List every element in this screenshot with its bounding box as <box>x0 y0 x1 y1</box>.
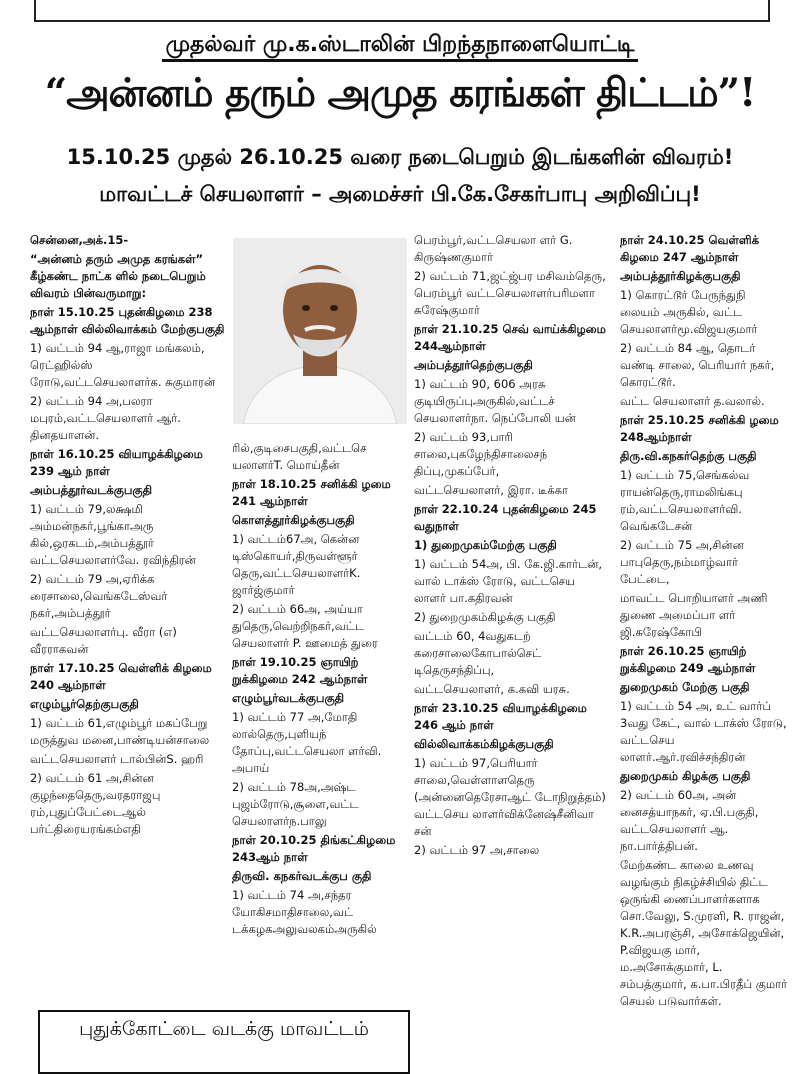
paragraph: 2) துறைமுகம்கிழக்கு பகுதி <box>414 610 556 624</box>
paragraph: அம்பத்தூர்கிழக்குபகுதி <box>620 269 741 283</box>
paragraph: நாள் 21.10.25 செவ் வாய்க்கிழமை 244ஆம்நாள் <box>414 322 606 353</box>
paragraph: “அன்னம் தரும் அமுத கரங்கள்” கீழ்கண்ட நாட்க ளில் நடைபெறும் விவரம் பின்வருமாறு: <box>30 252 206 300</box>
subheadline-announcement: மாவட்டச் செயலாளர் – அமைச்சர் பி.கே.சேகர்பாபு அறிவிப்பு! <box>99 182 701 206</box>
paragraph: மேற்கண்ட காலை உணவு வழங்கும் நிகழ்ச்சியில் திட்ட ஒருங்கி ணைப்பாளர்களாக சொ.வேலு, S.முரளி, R. ராஜன், K.R.அபரஞ்சி, அசோக்ஜெயின், P.விஜயகு மார், ம.அசோக்குமார், L. சம்பத்குமார், க.பா.பிரதீப் குமார் செயல் படுவார்கள். <box>620 858 788 1008</box>
paragraph: நாள் 15.10.25 புதன்கிழமை 238 ஆம்நாள் வில்லிவாக்கம் மேற்குபகுதி <box>30 305 225 336</box>
paragraph: 2) வட்டம் 97 அ,சாலை <box>414 843 540 857</box>
paragraph: அம்பத்தூர்வடக்குபகுதி <box>30 483 153 497</box>
paragraph: பெரம்பூர்,வட்டசெயலா ளர் G. கிருஷ்ணகுமார் <box>414 233 573 264</box>
next-article-title: புதுக்கோட்டை வடக்கு மாவட்டம் <box>79 1018 369 1040</box>
paragraph: 2) வட்டம் 84 ஆ, தொடர் வண்டி சாலை, பெரியார் நகர், கொரட்டூர். <box>620 341 775 389</box>
paragraph: துறைமுகம் மேற்கு பகுதி <box>620 680 750 694</box>
paragraph: நாள் 19.10.25 ஞாயிற் றுக்கிழமை 242 ஆம்நாள் <box>232 655 368 686</box>
paragraph: வில்லிவாக்கம்கிழக்குபகுதி <box>414 737 554 751</box>
minister-photo <box>233 238 407 424</box>
paragraph: 1) வட்டம் 54 அ, உட் வார்ப் 3வது கேட், வால் டாக்ஸ் ரோடு, வட்டசெய லாளர்.ஆர்.ரவிச்சந்திரன் <box>620 699 787 764</box>
paragraph: 1) வட்டம் 74 அ,சந்தர யோகிசமாதிசாலை,வட் டக்கழகஅலுவலகம்அருகில் <box>232 888 377 936</box>
paragraph: 1) வட்டம் 61,எழும்பூர் மகப்பேறு மருத்துவ மனை,பாண்டியன்சாலை <box>30 716 210 747</box>
paragraph: 2) வட்டம் 93,பாரி சாலை,புகழேந்திசாலைசந் திப்பு,முகப்பேர், <box>414 430 548 478</box>
paragraph: நாள் 25.10.25 சனிக்கி ழமை 248ஆம்நாள் <box>620 413 779 444</box>
next-article-box <box>38 1010 410 1074</box>
paragraph: வட்டசெயலாளர், க.கவி யரசு. <box>414 682 570 696</box>
paragraph: நாள் 16.10.25 வியாழக்கிழமை 239 ஆம் நாள் <box>30 447 203 478</box>
paragraph: சென்னை,அக்.15- <box>30 233 129 247</box>
portrait-illustration <box>233 238 407 424</box>
paragraph: 2) வட்டம் 61 அ,சின்ன குழந்தைதெரு,வரதராஜபு ரம்,புதுப்பேட்டைஆல் பர்ட்திரையரங்கம்எதி <box>30 771 161 836</box>
paragraph: ரில்,குடிசைபகுதி,வட்டசெ யலாளர்T. மொய்தீன் <box>232 441 367 472</box>
kicker-heading: முதல்வர் மு.க.ஸ்டாலின் பிறந்தநாளையொட்டி <box>0 32 800 60</box>
paragraph: 1) வட்டம் 97,பெரியார் சாலை,வெள்ளாளதெரு (அன்னைதெரேசாஆட் டோநிறுத்தம்) வட்டசெய லாளர்விக்னேஷ்சீனிவா சன் <box>414 756 606 838</box>
paragraph: வட்டசெயலாளர், இரா. டீக்கா <box>414 483 569 497</box>
paragraph: 1) வட்டம் 54அ, பி. கே.ஜி.கார்டன், வால் டாக்ஸ் ரோடு, வட்டசெய லாளர் பா.கதிரவன் <box>414 557 603 605</box>
paragraph: நாள் 26.10.25 ஞாயிற் றுக்கிழமை 249 ஆம்நாள் <box>620 644 756 675</box>
paragraph: வட்ட செயலாளர் த.வலால். <box>620 394 765 408</box>
main-headline: “அன்னம் தரும் அமுத கரங்கள் திட்டம்”! <box>44 70 756 116</box>
paragraph: 1) கொரட்டூர் பேருந்துநி லையம் அருகில், வட்ட செயலாளர்மூ.விஜயகுமார் <box>620 288 758 336</box>
paragraph: 2) வட்டம் 78அ,அஷ்ட புஜம்ரோடு,சூளை,வட்ட செயலாளர்ந.பாலு <box>232 780 359 828</box>
paragraph: நாள் 24.10.25 வெள்ளிக் கிழமை 247 ஆம்நாள் <box>620 233 759 264</box>
text-column-4 <box>620 232 788 1052</box>
paragraph: 1) வட்டம் 90, 606 அரசு குடியிருப்புஅருகில்,வட்டச் செயலாளர்நா. நெப்போலி யன் <box>414 377 576 425</box>
paragraph: நாள் 23.10.25 வியாழக்கிழமை 246 ஆம் நாள் <box>414 701 587 732</box>
subheadline-dates: 15.10.25 முதல் 26.10.25 வரை நடைபெறும் இடங்களின் விவரம்! <box>66 145 734 169</box>
paragraph: 2) வட்டம் 94 அ,பலரா மபுரம்,வட்டசெயலாளர் ஆர். தினதயாளன். <box>30 394 181 442</box>
paragraph: வட்டசெயலாளர் டால்பின்S. ஹரி <box>30 752 204 766</box>
paragraph: 1) வட்டம் 79,லக்ஷமி அம்மன்நகர்,பூங்காஅரு கில்,ஒரகடம்,அம்பத்தூர் வட்டசெயலாளர்வே. ரவிந்திரன் <box>30 502 196 567</box>
paragraph: 2) வட்டம் 60அ, அன் னைசத்யாநகர், ஏ.பி.பகுதி, வட்டசெயலாளர் ஆ. நா.பார்த்திபன். <box>620 788 759 853</box>
paragraph: எழும்பூர்வடக்குபகுதி <box>232 691 345 705</box>
paragraph: நாள் 17.10.25 வெள்ளிக் கிழமை 240 ஆம்நாள் <box>30 661 212 692</box>
paragraph: 2) வட்டம் 71,ஜட்ஜ்பர மசிவம்தெரு, பெரம்பூர் வட்டசெயலாளர்பரிமளா சுரேஷ்குமார் <box>414 269 606 317</box>
paragraph: 2) வட்டம் 66அ, அய்யா துதெரு,வெற்றிநகர்,வட்ட செயலாளர் P. ஊமைத் துரை <box>232 602 378 650</box>
paragraph: 2) வட்டம் 75 அ,சின்ன பாபுதெரு,நம்மாழ்வார் பேட்டை, <box>620 538 744 586</box>
paragraph: 1) வட்டம் 77 அ,மோதி லால்தெரு,புளியந் தோப்பு,வட்டசெயலா ளர்வி. அபாய் <box>232 710 382 775</box>
text-column-3 <box>414 232 610 1052</box>
paragraph: திரு.வி.கநகர்தெற்கு பகுதி <box>620 449 757 463</box>
paragraph: 1) வட்டம்67அ, கென்ன டிஸ்கொயர்,திருவள்ளூர் தெரு,வட்டசெயலாளர்K. ஜார்ஜ்குமார் <box>232 532 361 597</box>
paragraph: 2) வட்டம் 79 அ,ஏரிக்க ரைசாலை,வெங்கடேஸ்வர் நகர்,அம்பத்தூர் <box>30 572 168 620</box>
text-column-2 <box>232 440 408 1040</box>
paragraph: 1) வட்டம் 75,செங்கல்வ ராயன்தெரு,ராமலிங்கபு ரம்,வட்டசெயலாளர்வி. வெங்கடேசன் <box>620 468 750 533</box>
paragraph: நாள் 20.10.25 திங்கட்கிழமை 243ஆம் நாள் <box>232 833 396 864</box>
paragraph: எழும்பூர்தெற்குபகுதி <box>30 697 139 711</box>
paragraph: மாவட்ட பொறியாளர் அணி துணை அமைப்பா ளர் ஜி.சுரேஷ்கோபி <box>620 591 768 639</box>
paragraph: துறைமுகம் கிழக்கு பகுதி <box>620 769 751 783</box>
paragraph: திருவி. கநகர்வடக்குப குதி <box>232 869 372 883</box>
text-column-1 <box>30 232 226 1012</box>
paragraph: வட்டம் 60, 4வதுகடற் கரைசாலைகோபால்செட் டிதெருசந்திப்பு, <box>414 629 542 677</box>
paragraph: நாள் 22.10.24 புதன்கிழமை 245 வதுநாள் <box>414 502 597 533</box>
previous-article-box <box>34 0 770 22</box>
paragraph: கொளத்தூர்கிழக்குபகுதி <box>232 513 355 527</box>
paragraph: நாள் 18.10.25 சனிக்கி ழமை 241 ஆம்நாள் <box>232 477 391 508</box>
paragraph: 1) துறைமுகம்மேற்கு பகுதி <box>414 538 557 552</box>
paragraph: 1) வட்டம் 94 ஆ,ராஜா மங்கலம், ரெட்ஹில்ஸ் ரோடு,வட்டசெயலாளர்க. சுகுமாரன் <box>30 341 216 389</box>
paragraph: அம்பத்தூர்தெற்குபகுதி <box>414 358 533 372</box>
paragraph: வட்டசெயலாளர்பு. வீரா (எ) வீரராகவன் <box>30 625 177 656</box>
